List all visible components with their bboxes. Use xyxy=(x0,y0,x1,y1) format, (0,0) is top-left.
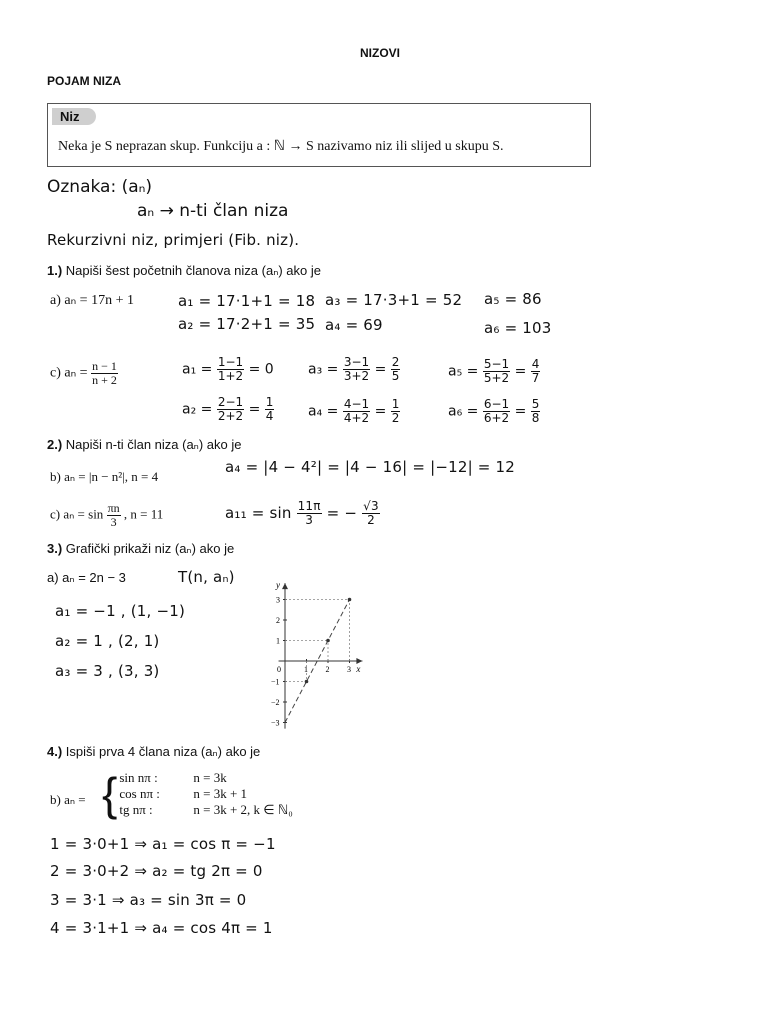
q2-c-pre: c) aₙ = sin xyxy=(50,506,104,522)
x-tick-label: 3 xyxy=(347,665,351,674)
y-tick-label: 1 xyxy=(276,636,280,646)
nth-term-note: aₙ → n-ti član niza xyxy=(137,201,289,221)
q1-c-label: c) aₙ = xyxy=(50,365,88,381)
q3-row-2: a₂ = 1 , (2, 1) xyxy=(55,632,160,650)
q2-c-answer-pre: a₁₁ = sin xyxy=(225,504,292,522)
q4-answer-4: 4 = 3·1+1 ⇒ a₄ = cos 4π = 1 xyxy=(50,919,273,937)
q1-c2-rnum: 1 xyxy=(265,395,274,409)
q4-answer-2: 2 = 3·0+2 ⇒ a₂ = tg 2π = 0 xyxy=(50,862,263,880)
q1-c4-rden: 2 xyxy=(391,411,400,425)
section-heading: POJAM NIZA xyxy=(47,74,122,88)
q1-c6-num: 6−1 xyxy=(483,397,510,411)
q1-a3: a₃ = 17·3+1 = 52 xyxy=(325,291,463,309)
data-point xyxy=(305,680,309,684)
q1-c-num: n − 1 xyxy=(92,359,117,373)
page-title: NIZOVI xyxy=(360,46,401,60)
q4-answer-3: 3 = 3·1 ⇒ a₃ = sin 3π = 0 xyxy=(50,891,247,909)
q1-a2: a₂ = 17·2+1 = 35 xyxy=(178,315,316,333)
cases-grid xyxy=(119,770,292,818)
question-4-number: 4.) xyxy=(47,744,63,759)
q2-c-answer-num: 11π xyxy=(297,499,321,513)
y-tick-label: −3 xyxy=(271,718,280,728)
q1-c5-num: 5−1 xyxy=(483,357,510,371)
q1-c4 xyxy=(308,398,400,425)
q1-c-formula xyxy=(50,360,118,387)
case-3-expr: tg nπ : xyxy=(119,802,153,817)
q1-c1-num: 1−1 xyxy=(217,355,244,369)
q3-point-note: T(n, aₙ) xyxy=(178,568,235,586)
y-tick-label: −1 xyxy=(271,677,280,687)
q4-answer-1: 1 = 3·0+1 ⇒ a₁ = cos π = −1 xyxy=(50,835,276,853)
q1-c6-rden: 8 xyxy=(531,411,540,425)
q1-c-fraction xyxy=(91,360,118,387)
q2-c-answer-rnum: √3 xyxy=(363,499,379,513)
q1-c4-rnum: 1 xyxy=(391,397,400,411)
q1-c-den: n + 2 xyxy=(92,373,117,387)
q1-a5: a₅ = 86 xyxy=(484,290,542,308)
q1-c2-lhs: a₂ = xyxy=(182,401,213,418)
q1-c3-num: 3−1 xyxy=(343,355,370,369)
q3-row-3: a₃ = 3 , (3, 3) xyxy=(55,662,160,680)
x-tick-label: 1 xyxy=(304,665,308,674)
data-point xyxy=(326,639,330,643)
q1-c2-num: 2−1 xyxy=(217,395,244,409)
q2-b-formula: b) aₙ = |n − n²|, n = 4 xyxy=(50,469,159,484)
q2-c-answer-mid: = − xyxy=(326,504,358,522)
q2-c-num: πn xyxy=(107,501,120,515)
q1-c3-lhs: a₃ = xyxy=(308,361,339,378)
q1-c1-lhs: a₁ = xyxy=(182,361,213,378)
question-4 xyxy=(47,744,260,760)
notation-note: Oznaka: (aₙ) xyxy=(47,177,153,197)
y-tick-label: −2 xyxy=(271,698,280,707)
q2-b-answer: a₄ = |4 − 4²| = |4 − 16| = |−12| = 12 xyxy=(225,458,516,476)
sequence-graph xyxy=(240,572,380,732)
definition-tag: Niz xyxy=(52,108,96,125)
question-2-number: 2.) xyxy=(47,437,63,452)
question-3-number: 3.) xyxy=(47,541,63,556)
q1-c5-rnum: 4 xyxy=(531,357,540,371)
q1-c4-rhs: = xyxy=(374,403,387,420)
y-tick-label: 2 xyxy=(276,616,280,625)
q1-c3-rhs: = xyxy=(374,361,387,378)
q1-a4: a₄ = 69 xyxy=(325,316,383,334)
cases-brace: { xyxy=(102,768,118,820)
q1-c6-den: 6+2 xyxy=(483,411,510,425)
q1-c5-lhs: a₅ = xyxy=(448,363,479,380)
case-2-expr: cos nπ : xyxy=(119,786,160,801)
question-1-number: 1.) xyxy=(47,263,63,278)
case-2-cond: n = 3k + 1 xyxy=(193,786,248,801)
q1-c2 xyxy=(182,396,274,423)
y-axis-label: y xyxy=(276,580,280,591)
question-1-text: Napiši šest početnih članova niza (aₙ) ako je xyxy=(65,263,321,278)
q1-c4-den: 4+2 xyxy=(343,411,370,425)
question-1 xyxy=(47,263,321,279)
q1-c1-den: 1+2 xyxy=(217,369,244,383)
q1-c5-rhs: = xyxy=(514,363,527,380)
case-1-cond: n = 3k xyxy=(193,770,227,785)
question-3 xyxy=(47,541,234,557)
q1-c1 xyxy=(182,356,274,383)
q1-c3-rnum: 2 xyxy=(391,355,400,369)
q1-c2-den: 2+2 xyxy=(217,409,244,423)
q1-c4-lhs: a₄ = xyxy=(308,403,339,420)
q1-c5-den: 5+2 xyxy=(483,371,510,385)
question-2-text: Napiši n-ti član niza (aₙ) ako je xyxy=(65,437,242,452)
x-tick-label: 2 xyxy=(325,665,330,674)
q1-c6 xyxy=(448,398,540,425)
y-tick-label: 3 xyxy=(276,595,280,605)
q1-c3-den: 3+2 xyxy=(343,369,370,383)
q2-c-post: , n = 11 xyxy=(123,506,164,522)
q1-a-formula: a) aₙ = 17n + 1 xyxy=(50,293,134,308)
definition-box xyxy=(47,103,591,167)
q2-c-answer-den: 3 xyxy=(305,513,314,527)
q2-c-answer xyxy=(225,500,380,527)
q1-c2-rden: 4 xyxy=(265,409,274,423)
q1-c3 xyxy=(308,356,400,383)
q1-c4-num: 4−1 xyxy=(343,397,370,411)
question-2 xyxy=(47,437,242,453)
q4-b-formula: b) aₙ = xyxy=(50,792,86,807)
q1-c6-lhs: a₆ = xyxy=(448,403,479,420)
x-tick-label: 0 xyxy=(277,665,281,674)
q1-a1: a₁ = 17·1+1 = 18 xyxy=(178,292,316,310)
x-axis-label: x xyxy=(356,664,361,674)
q1-c2-rhs: = xyxy=(248,401,261,418)
question-3-text: Grafički prikaži niz (aₙ) ako je xyxy=(65,541,235,556)
q2-c-den: 3 xyxy=(110,515,117,529)
y-axis-arrow xyxy=(282,583,288,589)
q3-row-1: a₁ = −1 , (1, −1) xyxy=(55,602,186,620)
question-4-text: Ispiši prva 4 člana niza (aₙ) ako je xyxy=(65,744,261,759)
case-3-cond: n = 3k + 2, k ∈ ℕ₀ xyxy=(193,802,293,817)
data-point xyxy=(348,598,352,602)
q1-a6: a₆ = 103 xyxy=(484,319,552,337)
q1-c6-rnum: 5 xyxy=(531,397,540,411)
q1-c1-rhs: = 0 xyxy=(248,361,274,378)
recursive-note: Rekurzivni niz, primjeri (Fib. niz). xyxy=(47,231,300,249)
q1-c5-rden: 7 xyxy=(531,371,540,385)
definition-text: Neka je S neprazan skup. Funkciju a : ℕ → S nazivamo niz ili slijed u skupu S. xyxy=(58,139,504,154)
case-1-expr: sin nπ : xyxy=(119,770,158,785)
q4-cases xyxy=(102,770,293,818)
q2-c-answer-rden: 2 xyxy=(367,513,375,527)
q3-a-formula: a) aₙ = 2n − 3 xyxy=(47,570,126,585)
q1-c6-rhs: = xyxy=(514,403,527,420)
q2-c-formula xyxy=(50,502,163,529)
q1-c5 xyxy=(448,358,540,385)
q1-c3-rden: 5 xyxy=(391,369,400,383)
